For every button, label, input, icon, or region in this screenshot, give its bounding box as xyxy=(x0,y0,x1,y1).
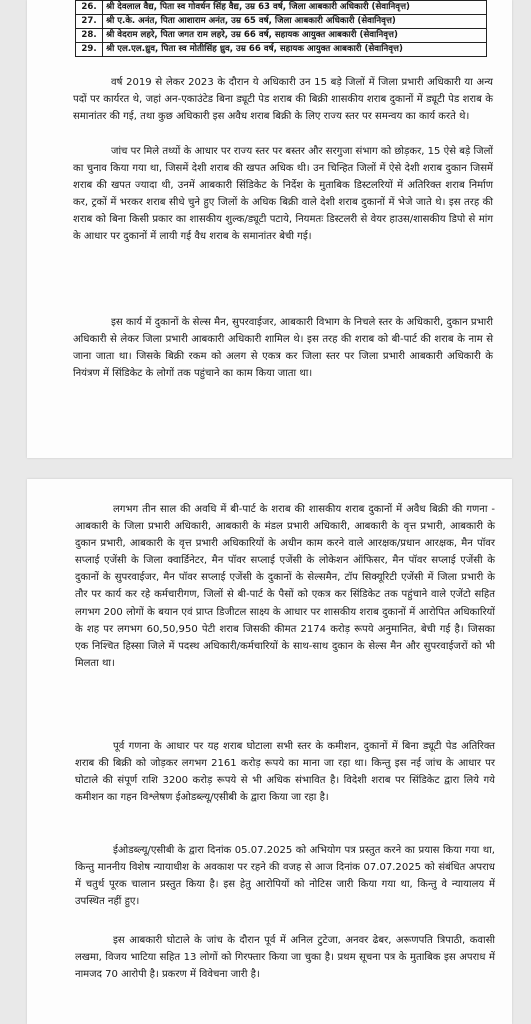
officer-details: श्री ए.के. अनंत, पिता आशाराम अनंत, उम्र 65 वर्ष, जिला आबकारी अधिकारी (सेवानिवृत्त) xyxy=(103,15,487,29)
table-row xyxy=(76,15,487,29)
row-number: 26. xyxy=(76,1,103,15)
row-number: 28. xyxy=(76,29,103,43)
row-number: 29. xyxy=(76,43,103,57)
officer-details: श्री एल.एल.ध्रुव, पिता स्व मोतीसिंह ध्रुव, उम्र 66 वर्ष, सहायक आयुक्त आबकारी (सेवानिवृत्त) xyxy=(103,43,487,57)
officer-details: श्री वेदराम लहरे, पिता जगत राम लहरे, उम्र 66 वर्ष, सहायक आयुक्त आबकारी (सेवानिवृत्त) xyxy=(103,29,487,43)
paragraph: ईओडब्ल्यू/एसीबी के द्वारा दिनांक 05.07.2025 को अभियोग पत्र प्रस्तुत करने का प्रयास किया गया था, किन्तु माननीय विशेष न्यायाधीश के अवकाश पर रहने की वजह से आज दिनांक 07.07.2025 को संबंधित अपराध में चतुर्थ पूरक चालान प्रस्तुत किया है। इस हेतु आरोपियों को नोटिस जारी किया गया था, किन्तु वे न्यायालय में उपस्थित नहीं हुए। xyxy=(75,845,495,908)
paragraph: जांच पर मिले तथ्यों के आधार पर राज्य स्तर पर बस्तर और सरगुजा संभाग को छोड़कर, 15 ऐसे बड़े जिलों का चुनाव किया गया था, जिसमें देशी शराब की खपत अधिक थी। उन चिन्हित जिलों में ऐसे देशी शराब दुकान जिसमें शराब की खपत ज्यादा थी, उनमें आबकारी सिंडिकेट के निर्देश के मुताबिक डिस्टलरियों में अतिरिक्त शराब निर्माण कर, ट्रकों में भरकर शराब सीधे चुने हुए जिलों के अधिक बिक्री वाले देशी शराब दुकानों में भेजे जाते थे। इस तरह की शराब को बिना किसी प्रकार का शासकीय शुल्क/ड्यूटी पटाये, नियमतः डिस्टलरी से वेयर हाउस/शासकीय डिपो से मांग के आधार पर दुकानों में लायी गई वैध शराब के समानांतर बेची गई। xyxy=(73,146,493,243)
officer-details: श्री देवलाल वैद्य, पिता स्व गोवर्धन सिंह वैद्य, उम्र 63 वर्ष, जिला आबकारी अधिकारी (सेवानिवृत्त) xyxy=(103,1,487,15)
table-row xyxy=(76,1,487,15)
paragraph: पूर्व गणना के आधार पर यह शराब घोटाला सभी स्तर के कमीशन, दुकानों में बिना ड्यूटी पेड अतिरिक्त शराब की बिक्री को जोड़कर लगभग 2161 करोड़ रूपये का माना जा रहा था। किन्तु इस नई जांच के आधार पर घोटाले की संपूर्ण राशि 3200 करोड़ रूपये से भी अधिक संभावित है। विदेशी शराब पर सिंडिकेट द्वारा लिये गये कमीशन का गहन विश्लेषण ईओडब्ल्यू/एसीबी के द्वारा किया जा रहा है। xyxy=(75,741,495,804)
document-page-2 xyxy=(27,479,512,1024)
paragraph: वर्ष 2019 से लेकर 2023 के दौरान ये अधिकारी उन 15 बड़े जिलों में जिला प्रभारी अधिकारी या अन्य पदों पर कार्यरत थे, जहां अन-एकाउंटेड बिना ड्यूटी पेड शराब की बिक्री शासकीय शराब दुकानों में ड्यूटी पेड शराब के समानांतर की गई, तथा कुछ अधिकारी इस अवैध शराब बिक्री के लिए राज्य स्तर पर समन्वय का कार्य करते थे। xyxy=(73,77,493,123)
paragraph: लगभग तीन साल की अवधि में बी-पार्ट के शराब की शासकीय शराब दुकानों में अवैध बिक्री की गणना - आबकारी के जिला प्रभारी अधिकारी, आबकारी के मंडल प्रभारी अधिकारी, आबकारी के वृत्त प्रभारी, आबकारी के दुकान प्रभारी, आबकारी के वृत्त प्रभारी अधिकारियों के अधीन काम करने वाले आरक्षक/प्रधान आरक्षक, मैन पॉवर सप्लाई एजेंसी के जिला क्वार्डिनेटर, मैन पॉवर सप्लाई एजेंसी के लोकेशन ऑफिसर, मैन पॉवर सप्लाई एजेंसी के दुकानों के सुपरवाईजर, मैन पॉवर सप्लाई एजेंसी के दुकानों के सेल्समैन, टॉप सिक्यूरिटी एजेंसी में जिला प्रभारी के तौर पर कार्य कर रहे कर्मचारीगण, जिलों से बी-पार्ट के पैसों को एकत्र कर सिंडिकेट तक पहुंचाने वाले एजेंटो सहित लगभग 200 लोगों के बयान एवं प्राप्त डिजीटल साक्ष्य के आधार पर शासकीय शराब दुकानों में आरोपित अधिकारियों के शह पर लगभग 60,50,950 पेटी शराब जिसकी कीमत 2174 करोड़ रूपये अनुमानित, बेची गई है। जिसका एक निश्चित हिस्सा जिले में पदस्थ अधिकारी/कर्मचारियों के साथ-साथ दुकान के सेल्स मैन और सुपरवाईजरों को भी मिलता था। xyxy=(75,504,495,669)
paragraph: इस कार्य में दुकानों के सेल्स मैन, सुपरवाईजर, आबकारी विभाग के निचले स्तर के अधिकारी, दुकान प्रभारी अधिकारी से लेकर जिला प्रभारी आबकारी अधिकारी शामिल थे। इस तरह की शराब को बी-पार्ट की शराब के नाम से जाना जाता था। जिसके बिक्री रकम को अलग से एकत्र कर जिला स्तर पर जिला प्रभारी आबकारी अधिकारी के नियंत्रण में सिंडिकेट के लोगों तक पहुंचाने का काम किया जाता था। xyxy=(73,317,493,380)
row-number: 27. xyxy=(76,15,103,29)
officers-table xyxy=(75,0,487,57)
table-row xyxy=(76,43,487,57)
document-page-1 xyxy=(27,0,512,458)
paragraph: इस आबकारी घोटाले के जांच के दौरान पूर्व में अनिल टुटेजा, अनवर ढेबर, अरूणपति त्रिपाठी, कवासी लखमा, विजय भाटिया सहित 13 लोगों को गिरफ्तार किया जा चुका है। प्रथम सूचना पत्र के मुताबिक इस अपराध में नामजद 70 आरोपी है। प्रकरण में विवेचना जारी है। xyxy=(75,935,495,981)
table-row xyxy=(76,29,487,43)
